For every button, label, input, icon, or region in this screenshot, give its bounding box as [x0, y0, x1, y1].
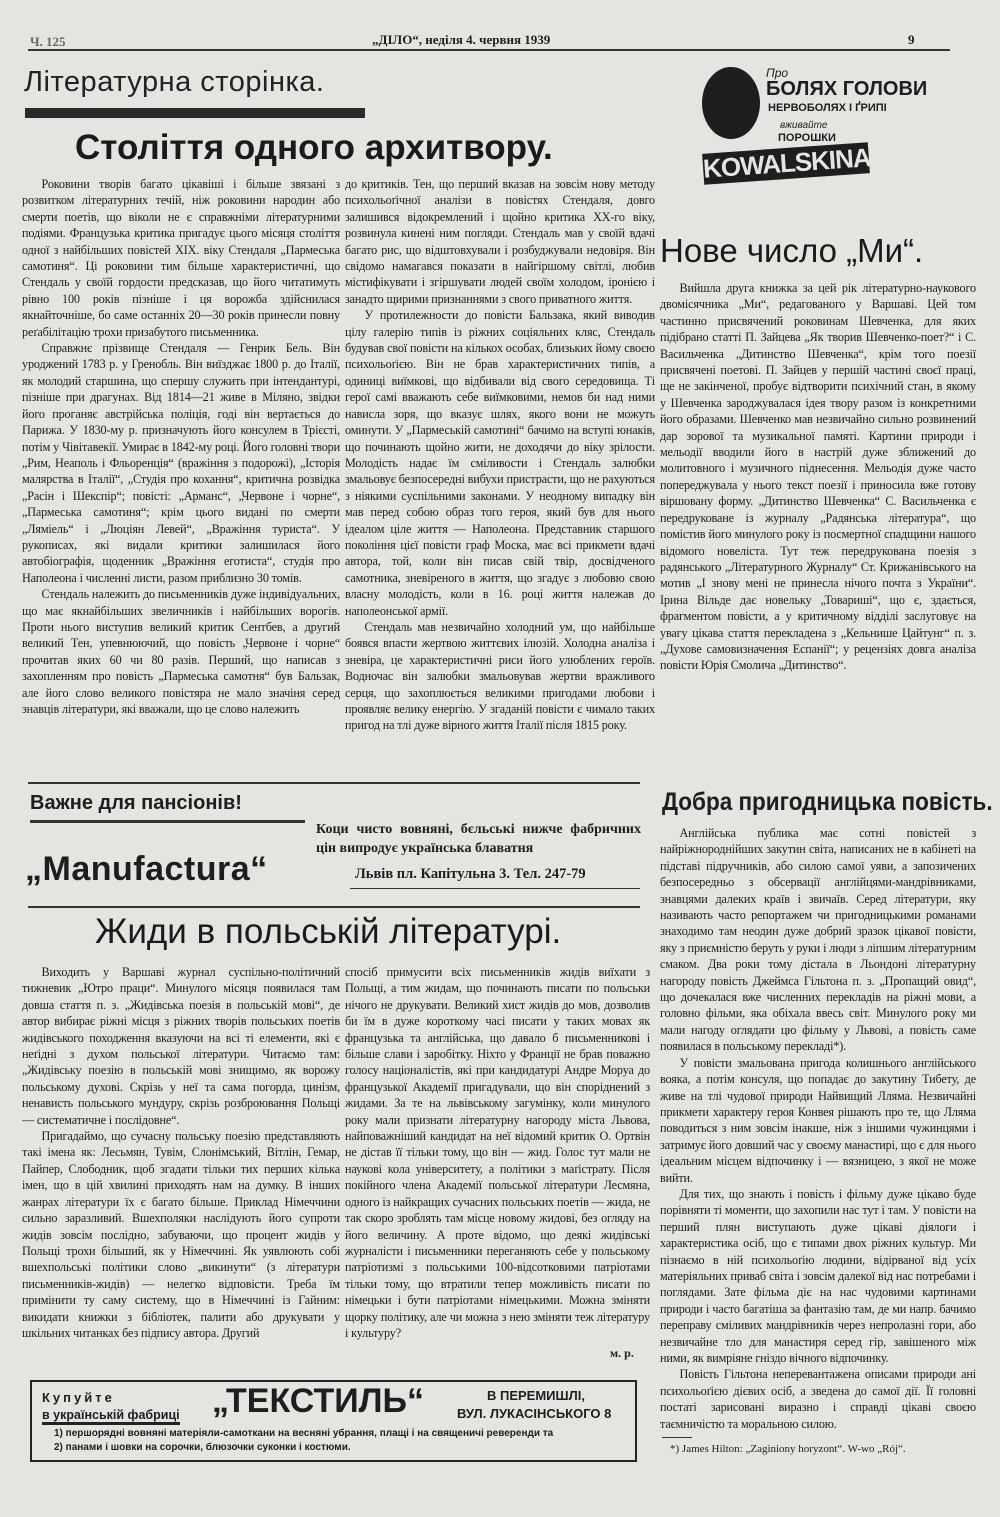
page-number: 9 [908, 32, 915, 47]
paragraph: Стендаль мав незвичайно холодний ум, що найбільше боявся впасти жертвою життєвих ілюзій. Холодна аналіза і зневіра, це характеристичні риси його улюблених героїв. Водночас він залюбки змальовував жертви вражливого серця, що захоплюється великими пригодами любови і проявляє велику енергію. У згаданій повісти є чимало таких пригод на тлі дуже вірного життя Італії після 1815 року. [345, 619, 655, 733]
paragraph: Повість Гільтона неперевантажена описами природи ані психольоґією дієвих осіб, а зведена до самої дії. Її головні постаті зарисовані виразно і справді цікаві своєю таємничістю та моральною силою. [660, 1367, 976, 1431]
ad-brand: „ТЕКСТИЛЬ“ [212, 1382, 424, 1420]
footnote-rule [662, 1437, 692, 1438]
ad-text: ВУЛ. ЛУКАСІНСЬКОГО 8 [457, 1406, 612, 1421]
ad-text: 2) панами і шовки на сорочки, блюзочки суконки і костюми. [54, 1442, 351, 1453]
paragraph: до критиків. Тен, що перший вказав на зовсім нову методу психольоґічної аналізи в повістях Стендаля, довго залишився відокремлений і щойно критика XX-го віку, розвинула кинені ним погляди. Стендаль мав у своїй вдачі багато рис, що відштовхували і розбуджували недовіря. Він свідомо намагався показати в найгіршому світлі, любив містифікувати і згіршувати людей своїм холодом, іронією і занадто щирими признаннями з свого приватного життя. [345, 177, 655, 306]
ad-text: 1) першорядні вовняні матеріяли-самоткани на весняні убрання, плащі і на священичі реверенди та [54, 1428, 554, 1439]
article-title-jews: Жиди в польській літературі. [95, 912, 562, 951]
ad-address-underline [350, 888, 640, 889]
article-adventure-body [660, 825, 976, 1437]
issue-number: Ч. 125 [30, 34, 66, 49]
paragraph: Справжнє прізвище Стендаля — Генрик Бель. Він уроджений 1783 р. у Гренобль. Він виїзджає 1800 р. до Італії, як молодий старшина, що спершу служить при інтендантурі, пізніше при драгунах. Від 1814—21 живе в Міляно, звідки його проганяє австрійська поліція, годі він вертається до Парижа. У 1830-му р. призначують його консулем в Трієсті, потім у Чівітавекії. Умирає в 1842-му році. Його головні твори „Рим, Неаполь і Фльоренція“ (вражіння з подорожі), „Історія малярства в Італії“, „Студія про кохання“, критична розвідка „Расін і Шекспір“; повісті: „Арманс“, „Червоне і чорне“, „Пармеська самотиня“; крім цього видані по смерти „Ляміель“ і „Люціян Левей“, „Вражіння туриста“. У рукописах, які видали критики залишилася його автобіографія, щоденник „Вражіння еготиста“, студія про Наполеона і численні листи, разом приблизно 30 томів. [22, 341, 340, 585]
header-rule [28, 49, 950, 51]
ad-manufactura-headline: Важне для пансіонів! [30, 792, 242, 814]
paragraph: Стендаль належить до письменників дуже індивідуальних, що має якнайбільших звеличників і найбільших ворогів. Проти нього виступив великий критик Сентбев, а другий великий Тен, упевнюючий, що повість „Червоне і чорне“ прочитав яких 60 чи 80 разів. Перший, що написав з захопленням про повість „Пармеська самотня“ був Бальзак, але його слово великого повістяра не мало значіня серед знавців літератури, які вважали, що це слово належить [22, 587, 340, 716]
paragraph: Для тих, що знають і повість і фільму дуже цікаво буде порівняти ті моменти, що захопили нас тут і там. У повісти на перший плян виступають дуже цікаві діялоги і характеристика осіб, що є типами двох ріжних культур. Ми пізнаємо в ній психольоґію людини, відірваної від усіх матеріяльних приваб світа і зовсім далекої від нас потребами і поглядами. Зате фільма діє на нас чудовими картинами природи і часто багатіша за фантазію там, де ми напр. бачимо переправу сміливих мандрівників через непролазні гори, або незвичайне тло для манастиря серед гір, завішеного між ними, як вимріяне гніздо вічного відпочинку. [660, 1186, 976, 1365]
paragraph: У повісти змальована пригода колишнього англійського вояка, а потім консуля, що попадає до закутину Тибету, де живе на тлі чудової природи Найвищий Лляма. Незвичайні прикмети характеру героя Конвея рішають про те, що Лляма поводиться з ним зовсім інакше, ніж з іншими чужинцями і затримує його довший час у своєму манастирі, що є для нього ідеальним місцем відпочинку і — вязницею, з якої не може вийти. [660, 1055, 976, 1185]
ad-manufactura-text: Коци чисто вовняні, бєльські нижче фабричних цін випродує українська блаватня [316, 822, 641, 856]
paragraph: Пригадаймо, що сучасну польську поезію представляють такі імена як: Лесьмян, Тувім, Слонімський, Вітлін, Гемар, Пайпер, Слободник, щоб згадати тільки тих перших кілька імен, що в цій хвилині приходять нам на думку. В інших жанрах літератури їх є багато більше. Приклад Німеччини сильно заразливий. Вшехполяки наслідують його супроти жидів зовсім послідно, забуваючи, що процент жидів у Польщі трохи більший, як у Німеччині. Як уявлюють собі вшехпольські політики слово „викинути“ (з літератури письменників-жидів) — нелегко відповісти. Треба їм примінити ту саму систему, що в Німеччині із Гайним: викидати книжки з бібліотек, палити або друкувати у шкільних читанках без підпису автора. Другий [22, 1129, 340, 1340]
ad-text: Про [766, 66, 789, 80]
section-bar [25, 108, 365, 118]
paragraph: Вийшла друга книжка за цей рік літературно-наукового двомісячника „Ми“, редагованого у Варшаві. Цей том частинно присвячений роковинам Шевченка, для яких підібрано статті П. Зайцева „Як творив Шевченко-поет?“ і С. Васильченка „Дитинство Шевченка“, крім того поезії присвячені поетові. П. Зайцев у першій частині своєї праці, ще не закінченої, пробує відтворити психічний стан, в якому у Шевченка зароджувалася ідея твору разом із конкретними його образами. Шевченко мав незвичайно сильно розвинений дар зорової та музикальної памяті. Картини природи і мельодії вводили його в настрій дуже зближений до молитовного і музичного піднесення. Мельодія дуже часто попереджувала у нього текст поезії і приносила вже готову віршовану форму. „Дитинство Шевченка“ С. Васильченка є передруковане із журналу „Радянська література“, що помістив його минулого року із посмертної спадщини нашого відомого новеліста. Тут теж передрукована поезія з радянського „Літературного Журналу“ Ст. Крижанівського на мотив „І знову мені не принесла нічого почта з України“. Ірина Вільде дає новельку „Товариші“, що є, здається, фрагментом повісти, а у критичному відділі заслуговує на увагу цікава стаття перекладена з „Кельнише Цайтунг“ п. з. „Духове самовизначення Еспанії“; у рецензіях довга аналіза повісти Юрія Смолича „Дитинство“. [660, 281, 976, 673]
paragraph: спосіб примусити всіх письменників жидів виїхати з Польщі, а тим жидам, що починають писати по польськи нічого не друкувати. Великий хист жидів до мов, дозволив би їм в дуже короткому часі писати у таких мовах як французька та англійська, що давало б письменникові і більше слави і заробітку. Ніхто у Франції не брав поважно голосу націоналістів, які при кандидатурі Андре Моруа до французької Академії пригадували, що він споріднений з жидами. За те на львівському загумінку, коли минулого року мали признати літературну нагороду міста Львова, найповажніший кандидат на неї відомий критик О. Ортвін не дістав її тільки тому, що він — жид. Голос тут мали не наукові кола університету, а політики з маґістрату. Після покійного члена Академії польської літератури Лесмяна, одного із найкращих сучасних польських поетів — жида, не так скоро зроблять там місце новому жидові, без огляду на його величину. А проте відомо, що деякі жидівські журналісти і письменники переганяють себе у польському патріотизмі з польськими 100-відсотковими патріотами тільки тому, що втратили тепер можливість писати по німецьки і бути патріотами німецькими. Можна зміняти щорку політику, але чи можна з нею зміняти теж літературу і культуру? [345, 965, 650, 1340]
ad-text: НЕРВОБОЛЯХ І ҐРИПІ [768, 102, 887, 114]
paragraph: Англійська публика має сотні повістей з найріжнороднійших закутин світа, написаних не в кабінеті на підставі підручників, або силою самої уяви, а запозичених безпосередньо з обсервації англійцями-мандрівниками, знавцями далеких країв і звичаїв. Серед літератури, яку називають часто репортажем чи пригодницькими романами знаходимо там неодин дуже добрий зразок цікавої повісти, яку з приємністю беруть у руки і люди з ліпшим літературним смаком. Два роки тому дістала в Льондоні літературну нагороду повість Джеймса Гільтона п. з. „Пропащий овид“, що дочекалася вже численних перекладів на ріжні мови, а головно фільми, яка обіхала ввесь світ. Минулого року ми мали нагоду оглядати цю фільму у Львові, а повість саме появилася в польському перекладі*). [660, 826, 976, 1054]
ad-brand: KOWALSKINA [702, 142, 872, 184]
ad-top-rule [28, 782, 640, 784]
ad-manufactura-address: Львів пл. Капітульна 3. Тел. 247-79 [355, 866, 586, 882]
article-title-stendhal: Століття одного архитвору. [75, 128, 553, 167]
ad-text: Купуйте [42, 1390, 115, 1405]
ad-text: В ПЕРЕМИШЛІ, [487, 1388, 585, 1403]
section-title: Літературна сторінка. [24, 66, 325, 98]
headline-underline [30, 820, 305, 823]
article-jews-col2 [345, 964, 650, 1349]
head-silhouette-icon [702, 67, 760, 139]
ad-text: ПОРОШКИ [778, 132, 836, 144]
signature: м. р. [610, 1346, 634, 1360]
article-stendhal-col2 [345, 176, 655, 774]
article-stendhal-col1 [22, 176, 340, 774]
ad-text: вживайте [780, 120, 828, 131]
footnote: *) James Hilton: „Zaginiony horyzont“. W-wo „Rój“. [670, 1443, 906, 1455]
article-jews-col1 [22, 964, 340, 1364]
ad-textil [30, 1380, 637, 1462]
masthead: „ДІЛО“, неділя 4. червня 1939 [372, 32, 551, 47]
paragraph: У протилежности до повісти Бальзака, який виводив цілу галерію типів із ріжних соціяльних кляс, Стендаль будував свої повісти на кількох особах, близьких йому своєю психольоґією. Він не брав характеристичних типів, а одиниці виїмкові, що відбивали від свого середовища. Ті герої самі вважають себе виїмковими, немов би над ними нависла зоря, що вказує шлях, якого вони не можуть оминути. У „Пармеській самотині“ бачимо на вступі юнаків, що починають щойно жити, не доходячи до віку зрілости. Молодість надає їм сміливости і Стендаль залюбки змальовує безпосередні вибухи пристрасти, що не рахуються з ніякими суспільними законами. У неодному випадку він мав перед собою образ того героя, який був для нього ідеалом ціле життя — Наполеона. Представник старшого покоління цієї повісти граф Моска, має всі прикмети вдачі автора, той, коли він писав свій твір, досвідченого самотника, зневіреного в життя, що згадує з любовю свою власну молодість, коли в 16. році життя належав до наполеонської армії. [345, 308, 655, 618]
paragraph: Виходить у Варшаві журнал суспільно-політичний тижневик „Ютро праци“. Минулого місяця появилася там довша стаття п. з. „Жидівська поезія в польській мові“, де автор вибирає ріжні місця з ріжних творів польських поетів жидівського походження вказуючи на всі ті елементи, які є неґідні з духом польської літератури. Читаємо там: „Жидівську поезію в польській мові знищимо, як ворожу польському духові. Скрізь у неї та сама погорда, цинізм, ненависть польського мундуру, скрізь розброювання Польщі — систематичне і послідовне“. [22, 965, 340, 1127]
ad-text: БОЛЯХ ГОЛОВИ [766, 78, 928, 100]
article-title-adventure: Добра пригодницька повість. [662, 788, 993, 816]
ad-bottom-rule [28, 906, 640, 908]
article-title-my: Нове число „Ми“. [660, 232, 924, 269]
ad-manufactura-brand: „Manufactura“ [25, 850, 268, 888]
ad-text: в українській фабриці [42, 1408, 180, 1425]
article-my-body [660, 280, 976, 775]
ad-kowalskina [700, 62, 980, 192]
paragraph: Роковини творів багато цікавіші і більше звязані з розвитком літературних течій, ніж роковини народин або смерти поетів, що віколи не є справжніми літературними подіями. Французька критика пригадує цього місяця століття одної з найбільших повістей XIX. віку Стендаля „Пармеська самотиня“. Ці роковини тим більше характеристичні, що Стендаль у своїй гордости предсказав, що його читатимуть рівно 100 років пізніше і ця ворожба здійснилася якнайточніше, бо саме останніх 20—30 років принесли повну реґабілітацію трохи призабутого письменника. [22, 177, 340, 339]
